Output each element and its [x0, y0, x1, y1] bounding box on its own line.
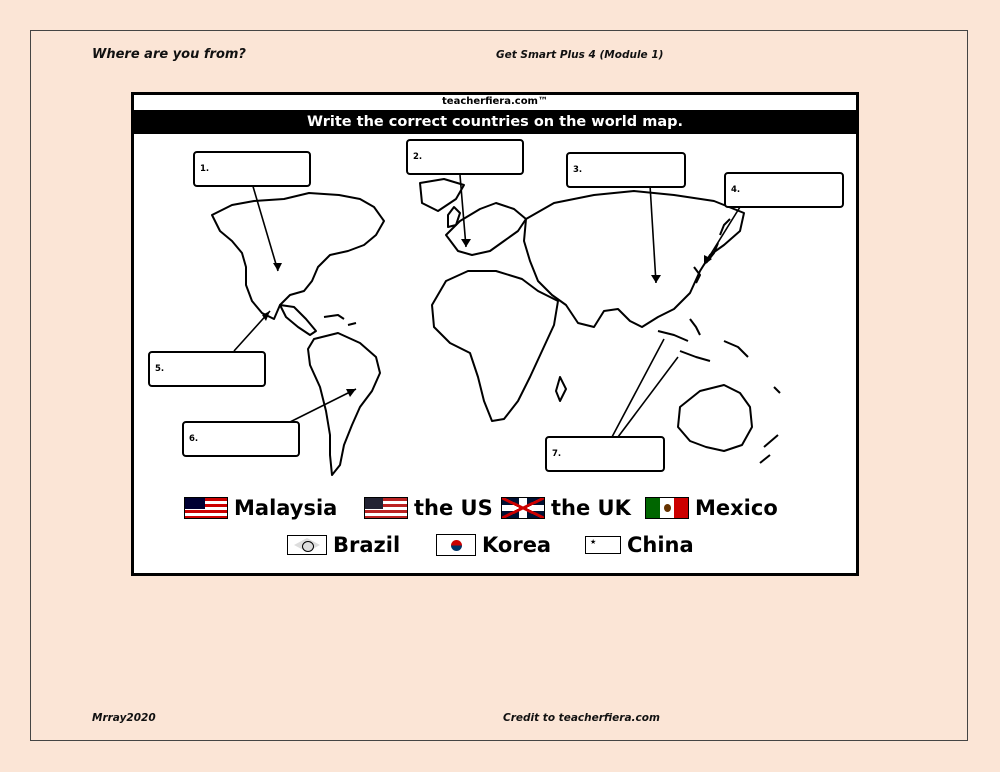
box-label-5: 5.: [155, 364, 165, 374]
legend-label-uk: the UK: [551, 496, 631, 520]
legend-item-china: [585, 532, 694, 558]
answer-box-5[interactable]: [148, 351, 266, 387]
answer-box-7[interactable]: [545, 436, 665, 472]
pointer-line-1: [252, 183, 278, 271]
uk-flag-icon: [501, 497, 545, 519]
answer-box-4[interactable]: [724, 172, 844, 208]
pointer-line-7a: [612, 339, 664, 437]
legend-label-mexico: Mexico: [695, 496, 778, 520]
box-label-2: 2.: [413, 152, 423, 162]
credit-label: Credit to teacherfiera.com: [503, 712, 660, 724]
south-america-outline: [308, 333, 380, 475]
legend-label-us: the US: [414, 496, 493, 520]
legend-label-malaysia: Malaysia: [234, 496, 338, 520]
africa-outline: [432, 271, 558, 421]
author-label: Mrray2020: [92, 712, 156, 724]
box-label-1: 1.: [200, 164, 210, 174]
legend-label-korea: Korea: [482, 533, 552, 557]
brand-label: teacherfiera.com™: [442, 96, 548, 107]
box-label-7: 7.: [552, 449, 562, 459]
box-label-4: 4.: [731, 185, 741, 195]
korea-flag-icon: [436, 534, 476, 556]
box-label-6: 6.: [189, 434, 199, 444]
brazil-flag-icon: [287, 535, 327, 555]
legend-label-china: China: [627, 533, 694, 557]
central-america-outline: [280, 305, 316, 335]
answer-box-1[interactable]: [193, 151, 311, 187]
module-label: Get Smart Plus 4 (Module 1): [496, 49, 664, 61]
legend-item-malaysia: [184, 495, 337, 521]
legend-item-brazil: [287, 532, 400, 558]
china-flag-icon: ★: [585, 536, 621, 554]
north-america-outline: [212, 193, 384, 319]
worksheet: [131, 92, 859, 576]
legend-item-us: [364, 495, 493, 521]
answer-box-2[interactable]: [406, 139, 524, 175]
australia-outline: [678, 385, 752, 451]
answer-box-3[interactable]: [566, 152, 686, 188]
page-title: Where are you from?: [92, 47, 246, 62]
legend-label-brazil: Brazil: [333, 533, 401, 557]
greenland-outline: [420, 179, 464, 211]
pointer-line-3: [650, 185, 656, 283]
instruction-banner: Write the correct countries on the world map.: [134, 110, 856, 134]
pointer-line-6: [284, 389, 356, 425]
mexico-flag-icon: [645, 497, 689, 519]
malaysia-flag-icon: [184, 497, 228, 519]
legend-item-uk: [501, 495, 631, 521]
legend-item-mexico: [645, 495, 778, 521]
us-flag-icon: [364, 497, 408, 519]
legend-item-korea: [436, 532, 551, 558]
box-label-3: 3.: [573, 165, 583, 175]
answer-box-6[interactable]: [182, 421, 300, 457]
